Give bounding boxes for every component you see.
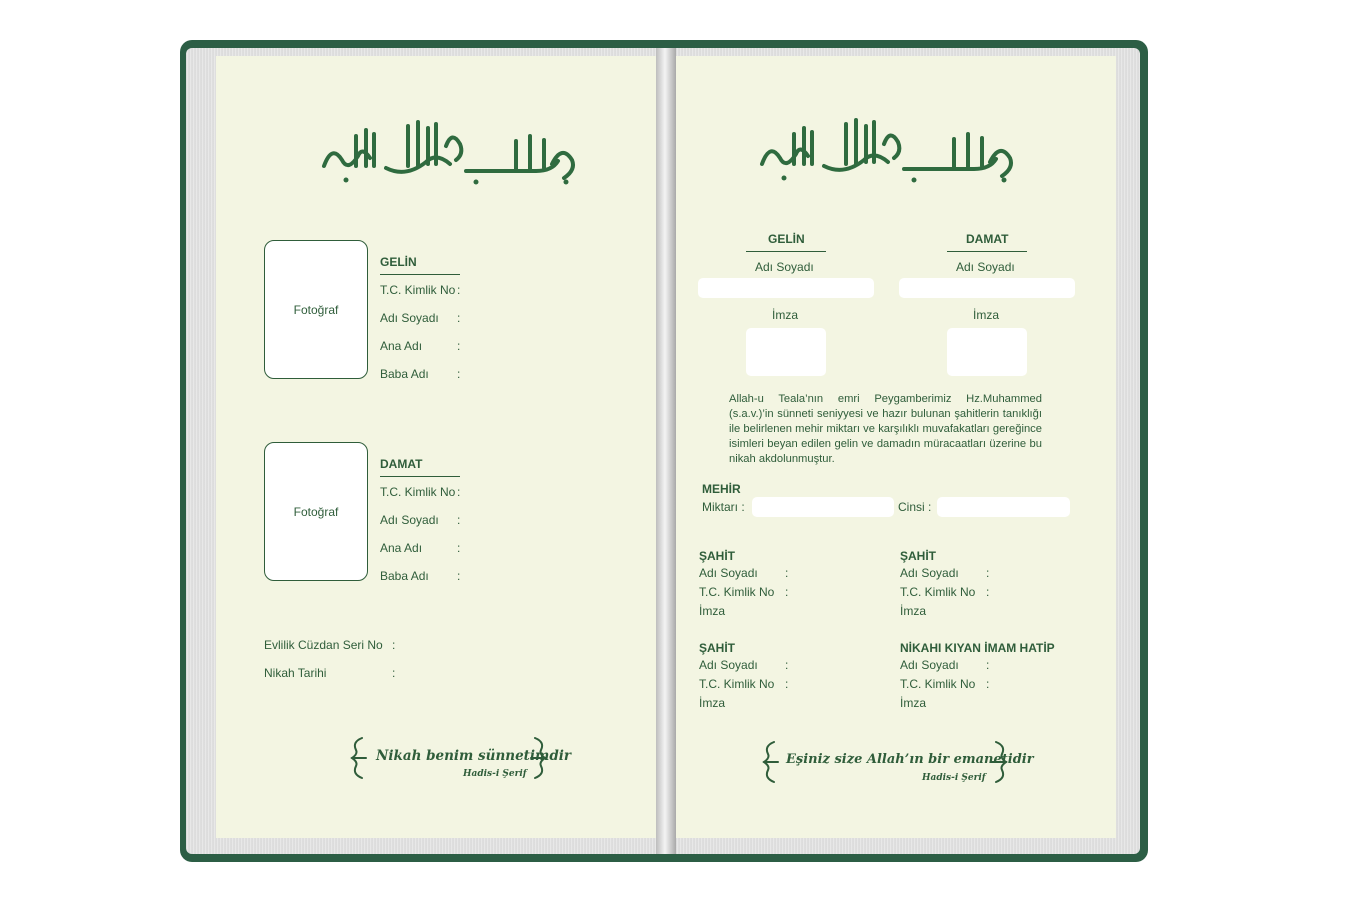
bride-signature-field[interactable] (746, 328, 826, 376)
right-bride-sign-label: İmza (772, 308, 799, 322)
witness-2-id-sep: : (986, 585, 990, 599)
witness-3-name-label: Adı Soyadı (699, 658, 758, 672)
groom-father-label: Baba Adı (380, 569, 429, 583)
marriage-date-label: Nikah Tarihi (264, 666, 327, 680)
groom-name-field[interactable] (899, 278, 1075, 298)
groom-name-label: Adı Soyadı (380, 513, 439, 527)
bride-father-sep: : (457, 367, 461, 381)
right-motto-source: Hadis-i Şerif (922, 773, 986, 783)
groom-heading-underline (380, 476, 460, 477)
right-groom-name-label: Adı Soyadı (956, 260, 1015, 274)
witness-1-name-label: Adı Soyadı (699, 566, 758, 580)
witness-1-sign-label: İmza (699, 604, 726, 618)
ornament-bracket-left-icon (762, 740, 780, 786)
imam-heading: NİKAHI KIYAN İMAM HATİP (900, 641, 1055, 655)
bride-heading-underline (380, 274, 460, 275)
groom-photo-label: Fotoğraf (293, 504, 339, 519)
bride-name-field[interactable] (698, 278, 874, 298)
left-page (216, 56, 657, 838)
bride-photo-label: Fotoğraf (293, 302, 339, 317)
witness-3-id-label: T.C. Kimlik No (699, 677, 775, 691)
book-spine (656, 48, 676, 854)
marriage-certificate-book (180, 40, 1148, 862)
witness-3-heading: ŞAHİT (699, 641, 735, 655)
bride-mother-sep: : (457, 339, 461, 353)
right-groom-heading: DAMAT (966, 232, 1009, 246)
right-page (674, 56, 1116, 838)
witness-1-id-sep: : (785, 585, 789, 599)
groom-father-sep: : (457, 569, 461, 583)
imam-sign-label: İmza (900, 696, 927, 710)
marriage-date-sep: : (392, 666, 396, 680)
bride-name-sep: : (457, 311, 461, 325)
wallet-serial-label: Evlilik Cüzdan Seri No (264, 638, 383, 652)
mehir-heading: MEHİR (702, 482, 741, 496)
groom-id-sep: : (457, 485, 461, 499)
witness-2-heading: ŞAHİT (900, 549, 936, 563)
witness-3-name-sep: : (785, 658, 789, 672)
witness-2-id-label: T.C. Kimlik No (900, 585, 976, 599)
ornament-bracket-left-icon (350, 736, 368, 782)
mehir-amount-label: Miktarı : (702, 500, 745, 514)
groom-name-sep: : (457, 513, 461, 527)
witness-2-name-sep: : (986, 566, 990, 580)
mehir-type-label: Cinsi : (898, 500, 932, 514)
witness-1-id-label: T.C. Kimlik No (699, 585, 775, 599)
bride-id-label: T.C. Kimlik No (380, 283, 456, 297)
mehir-amount-field[interactable] (752, 497, 894, 517)
bride-father-label: Baba Adı (380, 367, 429, 381)
left-motto-source: Hadis-i Şerif (463, 769, 527, 779)
bride-id-sep: : (457, 283, 461, 297)
witness-2-name-label: Adı Soyadı (900, 566, 959, 580)
bride-mother-label: Ana Adı (380, 339, 423, 353)
groom-heading: DAMAT (380, 457, 423, 471)
mehir-type-field[interactable] (937, 497, 1070, 517)
imam-name-label: Adı Soyadı (900, 658, 959, 672)
bride-name-label: Adı Soyadı (380, 311, 439, 325)
right-groom-sign-label: İmza (973, 308, 1000, 322)
imam-id-sep: : (986, 677, 990, 691)
groom-signature-field[interactable] (947, 328, 1027, 376)
bride-heading: GELİN (380, 255, 417, 269)
witness-2-sign-label: İmza (900, 604, 927, 618)
basmala-calligraphy-icon (316, 116, 581, 191)
ornament-bracket-right-icon (529, 736, 547, 782)
witness-3-sign-label: İmza (699, 696, 726, 710)
groom-photo-frame (264, 442, 368, 581)
marriage-declaration-text: Allah-u Teala’nın emri Peygamberimiz Hz.Muhammed (s.a.v.)’in sünneti seniyyesi ve hazır bulunan şahitlerin tanıklığı ile belirlenen mehir miktarı ve karşılıklı muvafakatları gereğince isimleri beyan edilen gelin ve damadın müracaatları üzerine bu nikah akdolunmuştur. (729, 393, 1042, 465)
right-bride-heading: GELİN (768, 232, 805, 246)
left-motto: Nikah benim sünnetimdir (376, 748, 572, 764)
right-bride-name-label: Adı Soyadı (755, 260, 814, 274)
groom-id-label: T.C. Kimlik No (380, 485, 456, 499)
bride-photo-frame (264, 240, 368, 379)
witness-3-id-sep: : (785, 677, 789, 691)
witness-1-name-sep: : (785, 566, 789, 580)
ornament-bracket-right-icon (990, 740, 1008, 786)
right-motto: Eşiniz size Allah’ın bir emanetidir (786, 752, 1034, 767)
basmala-calligraphy-icon (754, 114, 1019, 189)
right-groom-underline (947, 251, 1027, 252)
witness-1-heading: ŞAHİT (699, 549, 735, 563)
groom-mother-sep: : (457, 541, 461, 555)
imam-id-label: T.C. Kimlik No (900, 677, 976, 691)
right-bride-underline (746, 251, 826, 252)
wallet-serial-sep: : (392, 638, 396, 652)
imam-name-sep: : (986, 658, 990, 672)
groom-mother-label: Ana Adı (380, 541, 423, 555)
